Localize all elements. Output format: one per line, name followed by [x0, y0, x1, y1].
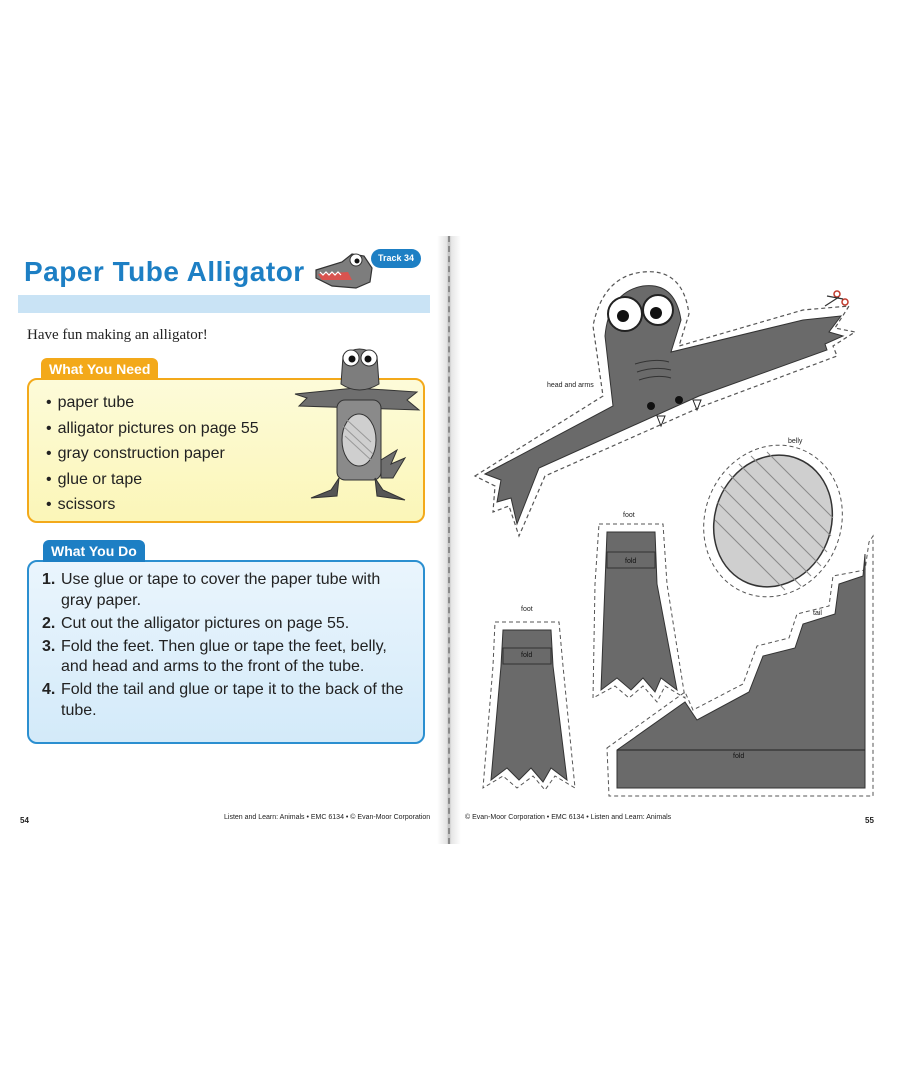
list-item: • gray construction paper — [46, 441, 259, 467]
step-number: 3. — [42, 637, 56, 655]
foot-label: foot — [623, 512, 635, 519]
list-item: • glue or tape — [46, 467, 259, 493]
foot-cutout — [593, 524, 685, 702]
belly-label: belly — [788, 438, 803, 445]
foot-label: foot — [521, 606, 533, 613]
steps-list — [42, 570, 412, 724]
page-number: 55 — [865, 816, 874, 825]
step-number: 2. — [42, 614, 56, 632]
fold-label: fold — [521, 652, 533, 659]
step-item — [42, 680, 412, 721]
right-page — [453, 236, 900, 844]
step-text: Fold the tail and glue or tape it to the back of the tube. — [61, 681, 404, 719]
step-number: 4. — [42, 681, 56, 698]
intro-text: Have fun making an alligator! — [27, 327, 208, 343]
left-page — [0, 236, 447, 844]
supply-list — [46, 390, 259, 518]
what-you-do-heading: What You Do — [43, 540, 145, 562]
fold-label: fold — [625, 558, 637, 565]
belly-cutout — [681, 424, 865, 618]
alligator-craft-image — [285, 340, 425, 510]
step-item — [42, 614, 412, 635]
footer-credit: © Evan-Moor Corporation • EMC 6134 • Listen and Learn: Animals — [465, 814, 672, 821]
page-number: 54 — [20, 816, 29, 825]
step-item — [42, 570, 412, 611]
step-item — [42, 637, 412, 678]
what-you-need-heading: What You Need — [41, 358, 158, 380]
page-cut-line — [448, 236, 450, 844]
step-number: 1. — [42, 571, 56, 588]
list-item: • scissors — [46, 492, 259, 518]
footer-credit: Listen and Learn: Animals • EMC 6134 • © Evan-Moor Corporation — [224, 814, 431, 821]
foot-cutout — [483, 622, 575, 790]
track-badge: Track 34 — [371, 249, 421, 268]
cutout-pieces — [453, 236, 900, 844]
alligator-head-icon — [312, 248, 376, 298]
list-item: • paper tube — [46, 390, 259, 416]
step-text: Use glue or tape to cover the paper tube with gray paper. — [61, 571, 381, 609]
step-text: Cut out the alligator pictures on page 55. — [61, 614, 350, 632]
step-text: Fold the feet. Then glue or tape the feet, belly, and head and arms to the front of the tube. — [61, 637, 387, 675]
tail-label: tail — [813, 610, 822, 617]
list-item: • alligator pictures on page 55 — [46, 416, 259, 442]
book-spread — [0, 236, 900, 844]
scissors-icon — [825, 291, 848, 306]
fold-label: fold — [733, 753, 745, 760]
page-title: Paper Tube Alligator — [24, 256, 305, 287]
head-and-arms-label: head and arms — [547, 382, 594, 389]
